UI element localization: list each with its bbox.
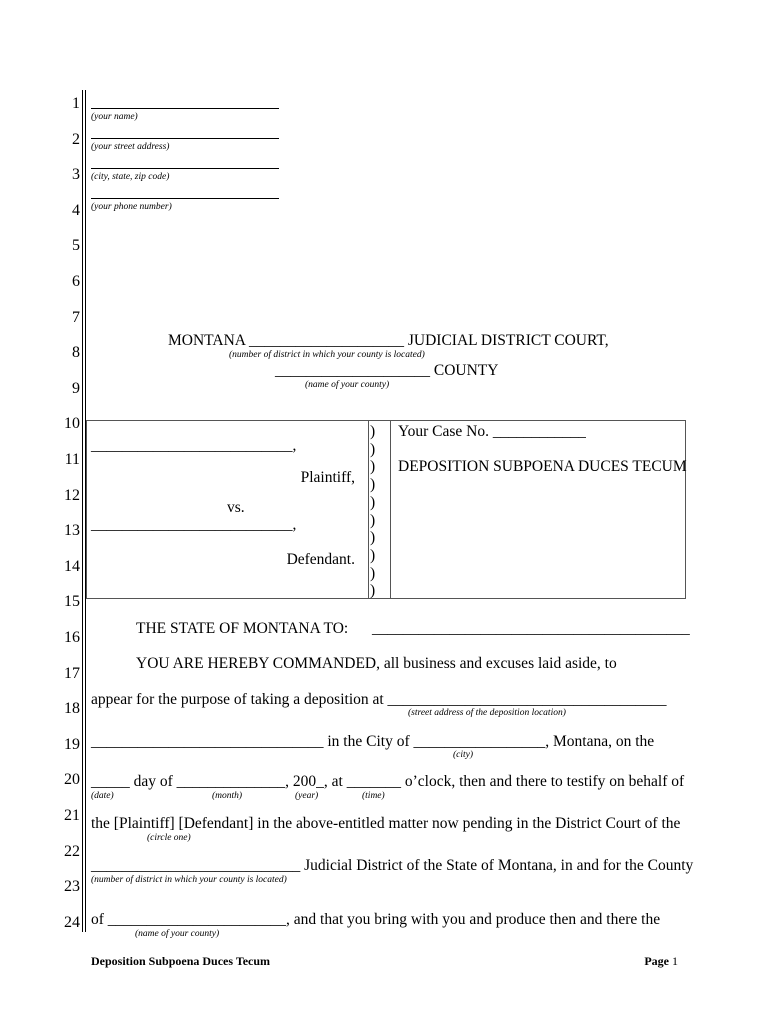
line-number: 18 bbox=[64, 700, 80, 718]
commanded-text: YOU ARE HEREBY COMMANDED, all business and excuses laid aside, to bbox=[136, 655, 617, 672]
caption-paren: ) bbox=[370, 476, 376, 494]
line-number: 6 bbox=[72, 273, 80, 290]
line-number: 7 bbox=[72, 308, 80, 326]
line-number: 5 bbox=[72, 237, 80, 255]
caption-paren: ) bbox=[370, 582, 376, 600]
footer-title: Deposition Subpoena Duces Tecum bbox=[91, 954, 271, 968]
plaintiff-blank: __________________________, bbox=[91, 437, 297, 454]
line-number: 13 bbox=[64, 522, 80, 540]
line-number: 4 bbox=[72, 201, 80, 219]
line-number: 20 bbox=[64, 771, 80, 789]
caption-paren: ) bbox=[370, 440, 376, 458]
page-indicator bbox=[630, 954, 678, 969]
phone-blank bbox=[91, 198, 279, 199]
caption-paren: ) bbox=[370, 493, 376, 511]
line-number: 15 bbox=[64, 593, 80, 611]
page-number: 1 bbox=[672, 954, 678, 968]
city-blank bbox=[91, 168, 279, 169]
caption-divider bbox=[390, 420, 391, 599]
circle-label: (circle one) bbox=[147, 833, 191, 843]
line-number: 23 bbox=[64, 878, 80, 896]
city-label: (city, state, zip code) bbox=[91, 172, 170, 182]
address-label: (your street address) bbox=[91, 142, 170, 152]
appear-text: appear for the purpose of taking a deposition at ____________________________________ bbox=[91, 691, 667, 708]
state-to: THE STATE OF MONTANA TO: bbox=[136, 620, 349, 637]
district-line: ___________________________ Judicial District of the State of Montana, in and for the County bbox=[91, 857, 694, 874]
caption-paren: ) bbox=[370, 529, 376, 547]
county-name-label: (name of your county) bbox=[135, 929, 220, 939]
county-line: ____________________ COUNTY bbox=[275, 362, 499, 379]
caption-divider bbox=[368, 420, 369, 599]
line-number: 11 bbox=[64, 451, 80, 468]
line-number: 10 bbox=[64, 415, 80, 433]
time-label: (time) bbox=[362, 791, 385, 801]
defendant-label: Defendant. bbox=[286, 551, 355, 568]
line-number: 17 bbox=[64, 664, 80, 682]
line-number: 3 bbox=[72, 166, 80, 184]
line-number: 22 bbox=[64, 842, 80, 860]
state-to-blank: _________________________________________ bbox=[372, 620, 690, 637]
address-blank bbox=[91, 138, 279, 139]
district-number-label: (number of district in which your county is located) bbox=[91, 875, 287, 885]
county-of-line: of _______________________, and that you bring with you and produce then and there the bbox=[91, 911, 661, 928]
document-title: DEPOSITION SUBPOENA DUCES TECUM bbox=[398, 458, 687, 475]
caption-paren: ) bbox=[370, 546, 376, 564]
month-label: (month) bbox=[212, 791, 243, 801]
line-number: 21 bbox=[64, 807, 80, 824]
court-line: MONTANA ____________________ JUDICIAL DISTRICT COURT, bbox=[168, 332, 609, 349]
name-blank bbox=[91, 108, 279, 109]
line-number: 1 bbox=[72, 95, 80, 112]
caption-paren: ) bbox=[370, 423, 376, 440]
line-number: 2 bbox=[72, 130, 80, 148]
party-line: the [Plaintiff] [Defendant] in the above-entitled matter now pending in the District Court of the bbox=[91, 815, 681, 832]
caption-paren: ) bbox=[370, 511, 376, 529]
line-number: 12 bbox=[64, 486, 80, 504]
line-number: 8 bbox=[72, 344, 80, 362]
line-number: 9 bbox=[72, 379, 80, 397]
county-label: (name of your county) bbox=[305, 380, 390, 390]
phone-label: (your phone number) bbox=[91, 202, 172, 212]
date-line: _____ day of ______________, 200_, at _______ o’clock, then and there to testify on behalf of bbox=[91, 773, 685, 790]
defendant-blank: __________________________, bbox=[91, 516, 297, 533]
vs-label: vs. bbox=[227, 499, 245, 516]
margin-line bbox=[82, 90, 83, 932]
date-label: (date) bbox=[91, 791, 114, 801]
caption-paren: ) bbox=[370, 564, 376, 582]
year-label: (year) bbox=[295, 791, 319, 801]
line-number: 19 bbox=[64, 735, 80, 753]
city-label: (city) bbox=[453, 750, 474, 760]
district-label: (number of district in which your county is located) bbox=[229, 350, 425, 360]
line-number: 14 bbox=[64, 557, 80, 575]
page-label: Page bbox=[644, 954, 669, 968]
line-number: 16 bbox=[64, 629, 80, 646]
case-number: Your Case No. ____________ bbox=[398, 423, 586, 440]
line-number: 24 bbox=[64, 913, 80, 931]
location-label: (street address of the deposition location) bbox=[408, 708, 566, 718]
name-label: (your name) bbox=[91, 112, 138, 122]
caption-paren: ) bbox=[370, 458, 376, 476]
city-line: ______________________________ in the City of _________________, Montana, on the bbox=[91, 733, 655, 750]
plaintiff-label: Plaintiff, bbox=[300, 469, 355, 486]
